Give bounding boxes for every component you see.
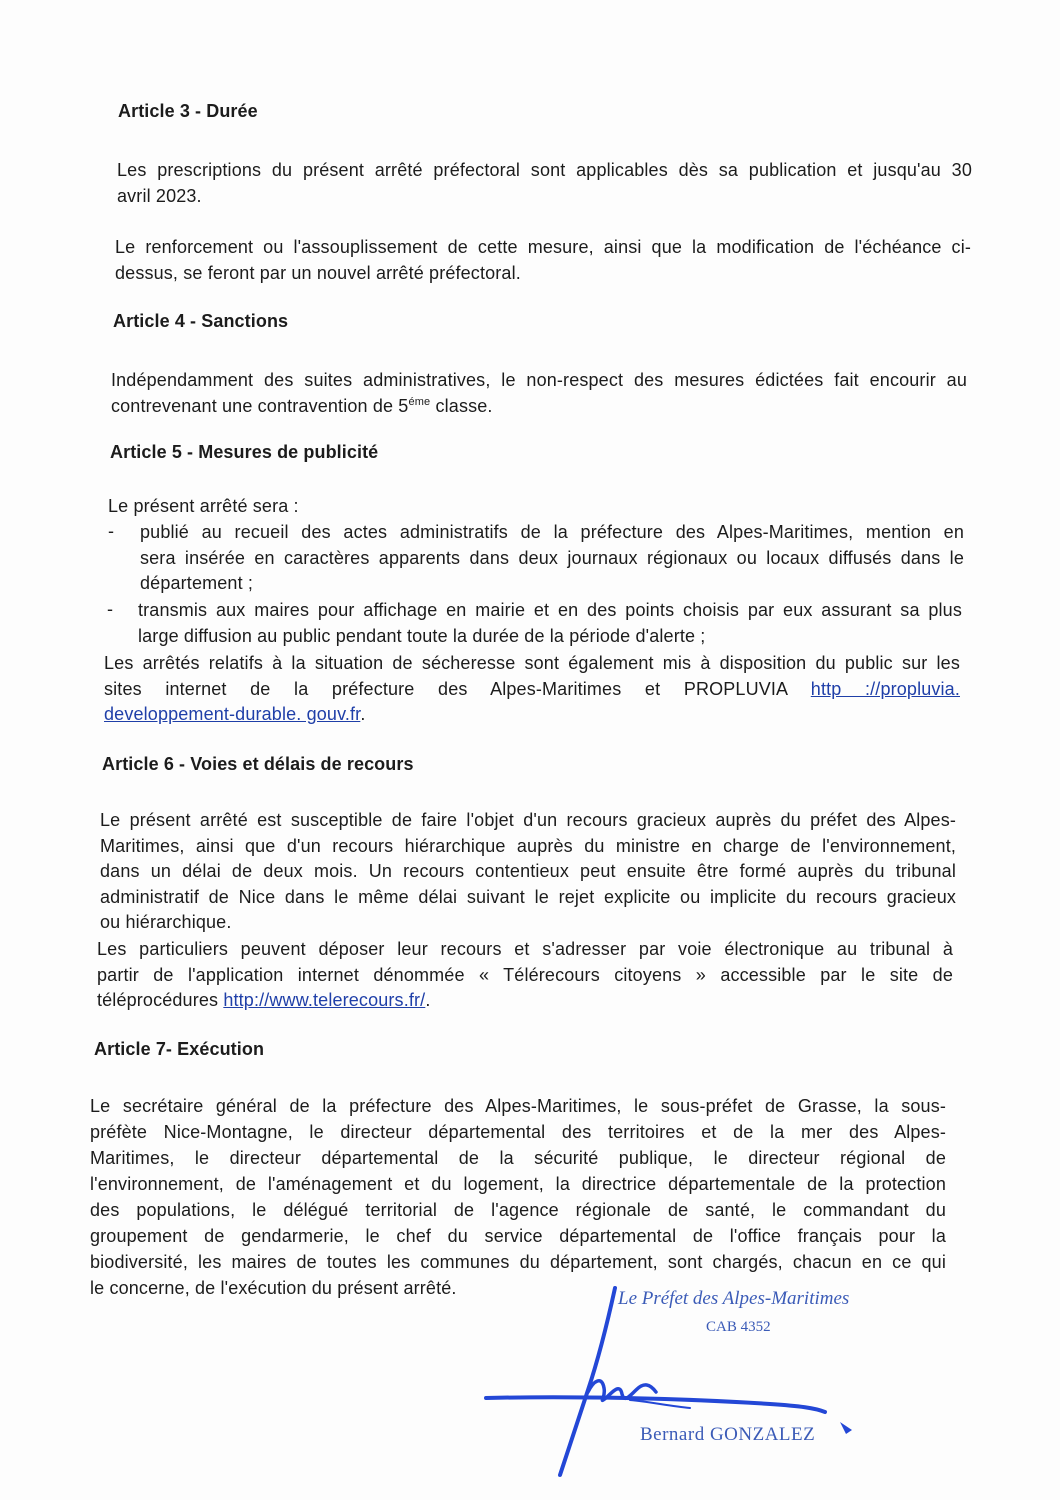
text-line: transmis aux maires pour affichage en mairie et en des points choisis par eux assurant sa plus (138, 600, 962, 620)
text-segment: contrevenant une contravention de 5 (111, 395, 409, 416)
text-line: des populations, le délégué territorial de l'agence régionale de santé, le commandant du (90, 1200, 946, 1220)
text-line: dessus, se feront par un nouvel arrêté préfectoral. (115, 262, 521, 283)
text-line: administratif de Nice dans le même délai suivant le rejet explicite ou implicite du recours gracieux (100, 886, 956, 907)
signature-name: Bernard GONZALEZ (640, 1424, 816, 1445)
article-4-paragraph (111, 368, 967, 419)
article-7-paragraph (90, 1093, 946, 1301)
article-6-paragraph-2 (97, 937, 953, 1014)
telerecours-link[interactable]: http://www.telerecours.fr/ (223, 990, 426, 1010)
text-line: Les arrêtés relatifs à la situation de sécheresse sont également mis à disposition du public sur les (104, 653, 960, 673)
text-line: Maritimes, le directeur départemental de la sécurité publique, le directeur régional de (90, 1148, 946, 1168)
bullet-mark: - (108, 521, 114, 541)
text-line (97, 988, 953, 1014)
text-segment: téléprocédures (97, 990, 224, 1010)
text-line: Maritimes, ainsi que d'un recours hiérarchique auprès du ministre en charge de l'environnement, (100, 835, 956, 856)
text-line: l'environnement, de l'aménagement et du logement, la directrice départementale de la protection (90, 1174, 946, 1194)
handwritten-signature-icon (480, 1280, 900, 1490)
text-line: biodiversité, les maires de toutes les communes du département, sont chargés, chacun en ce qui (90, 1252, 946, 1272)
article-3-title: Article 3 - Durée (118, 101, 258, 121)
text-line: Les particuliers peuvent déposer leur recours et s'adresser par voie électronique au tribunal à (97, 939, 953, 959)
text-line: Indépendamment des suites administratives, le non-respect des mesures édictées fait encourir au (111, 370, 967, 390)
superscript: éme (408, 395, 431, 408)
text-segment: . (425, 990, 431, 1010)
text-line: partir de l'application internet dénommée « Télérecours citoyens » accessible par le site de (97, 964, 953, 985)
article-6-title: Article 6 - Voies et délais de recours (102, 754, 414, 774)
text-line: ou hiérarchique. (100, 912, 232, 932)
text-line: Le secrétaire général de la préfecture des Alpes-Maritimes, le sous-préfet de Grasse, la sous- (90, 1096, 946, 1116)
text-line: Les prescriptions du présent arrêté préfectoral sont applicables dès sa publication et jusqu'au 30 (117, 160, 972, 180)
text-line: sera insérée en caractères apparents dans deux journaux régionaux ou locaux diffusés dans le (140, 547, 964, 568)
text-line: département ; (140, 573, 254, 593)
text-line (104, 677, 960, 703)
text-line: groupement de gendarmerie, le chef du service départemental de l'office français pour la (90, 1226, 946, 1246)
text-line: avril 2023. (117, 185, 202, 206)
text-line: publié au recueil des actes administratifs de la préfecture des Alpes-Maritimes, mention en (140, 522, 964, 542)
bullet-mark: - (107, 599, 113, 619)
article-5-title: Article 5 - Mesures de publicité (110, 442, 379, 462)
signature-stamp-ref: CAB 4352 (706, 1319, 771, 1335)
propluvia-link[interactable]: http ://propluvia. (810, 678, 960, 699)
article-5-paragraph (104, 651, 960, 728)
text-line: préfète Nice-Montagne, le directeur départemental des territoires et de la mer des Alpes- (90, 1122, 946, 1142)
article-7-title: Article 7- Exécution (94, 1039, 265, 1059)
article-6-paragraph-1 (100, 808, 956, 936)
text-line: le concerne, de l'exécution du présent arrêté. (90, 1278, 457, 1298)
article-5-intro: Le présent arrêté sera : (108, 496, 299, 516)
signature-stamp-title: Le Préfet des Alpes-Maritimes (618, 1288, 850, 1309)
article-5-bullet-2 (138, 598, 962, 649)
article-5-bullet-1 (140, 520, 964, 597)
text-line (104, 702, 960, 728)
text-segment: . (360, 704, 366, 724)
article-3-paragraph-2 (115, 235, 971, 286)
article-4-title: Article 4 - Sanctions (113, 311, 289, 331)
text-line: large diffusion au public pendant toute la durée de la période d'alerte ; (138, 625, 706, 646)
article-3-paragraph-1 (117, 158, 972, 209)
text-line: Le renforcement ou l'assouplissement de cette mesure, ainsi que la modification de l'échéance ci- (115, 237, 971, 257)
text-segment: classe. (430, 395, 493, 416)
propluvia-link-continued[interactable]: developpement-durable. gouv.fr (104, 704, 361, 724)
text-line (111, 394, 967, 420)
text-line: Le présent arrêté est susceptible de faire l'objet d'un recours gracieux auprès du préfet des Alpes- (100, 810, 956, 830)
text-segment: sites internet de la préfecture des Alpes-Maritimes et PROPLUVIA (104, 678, 811, 699)
text-line: dans un délai de deux mois. Un recours contentieux peut ensuite être formé auprès du tribunal (100, 861, 956, 881)
